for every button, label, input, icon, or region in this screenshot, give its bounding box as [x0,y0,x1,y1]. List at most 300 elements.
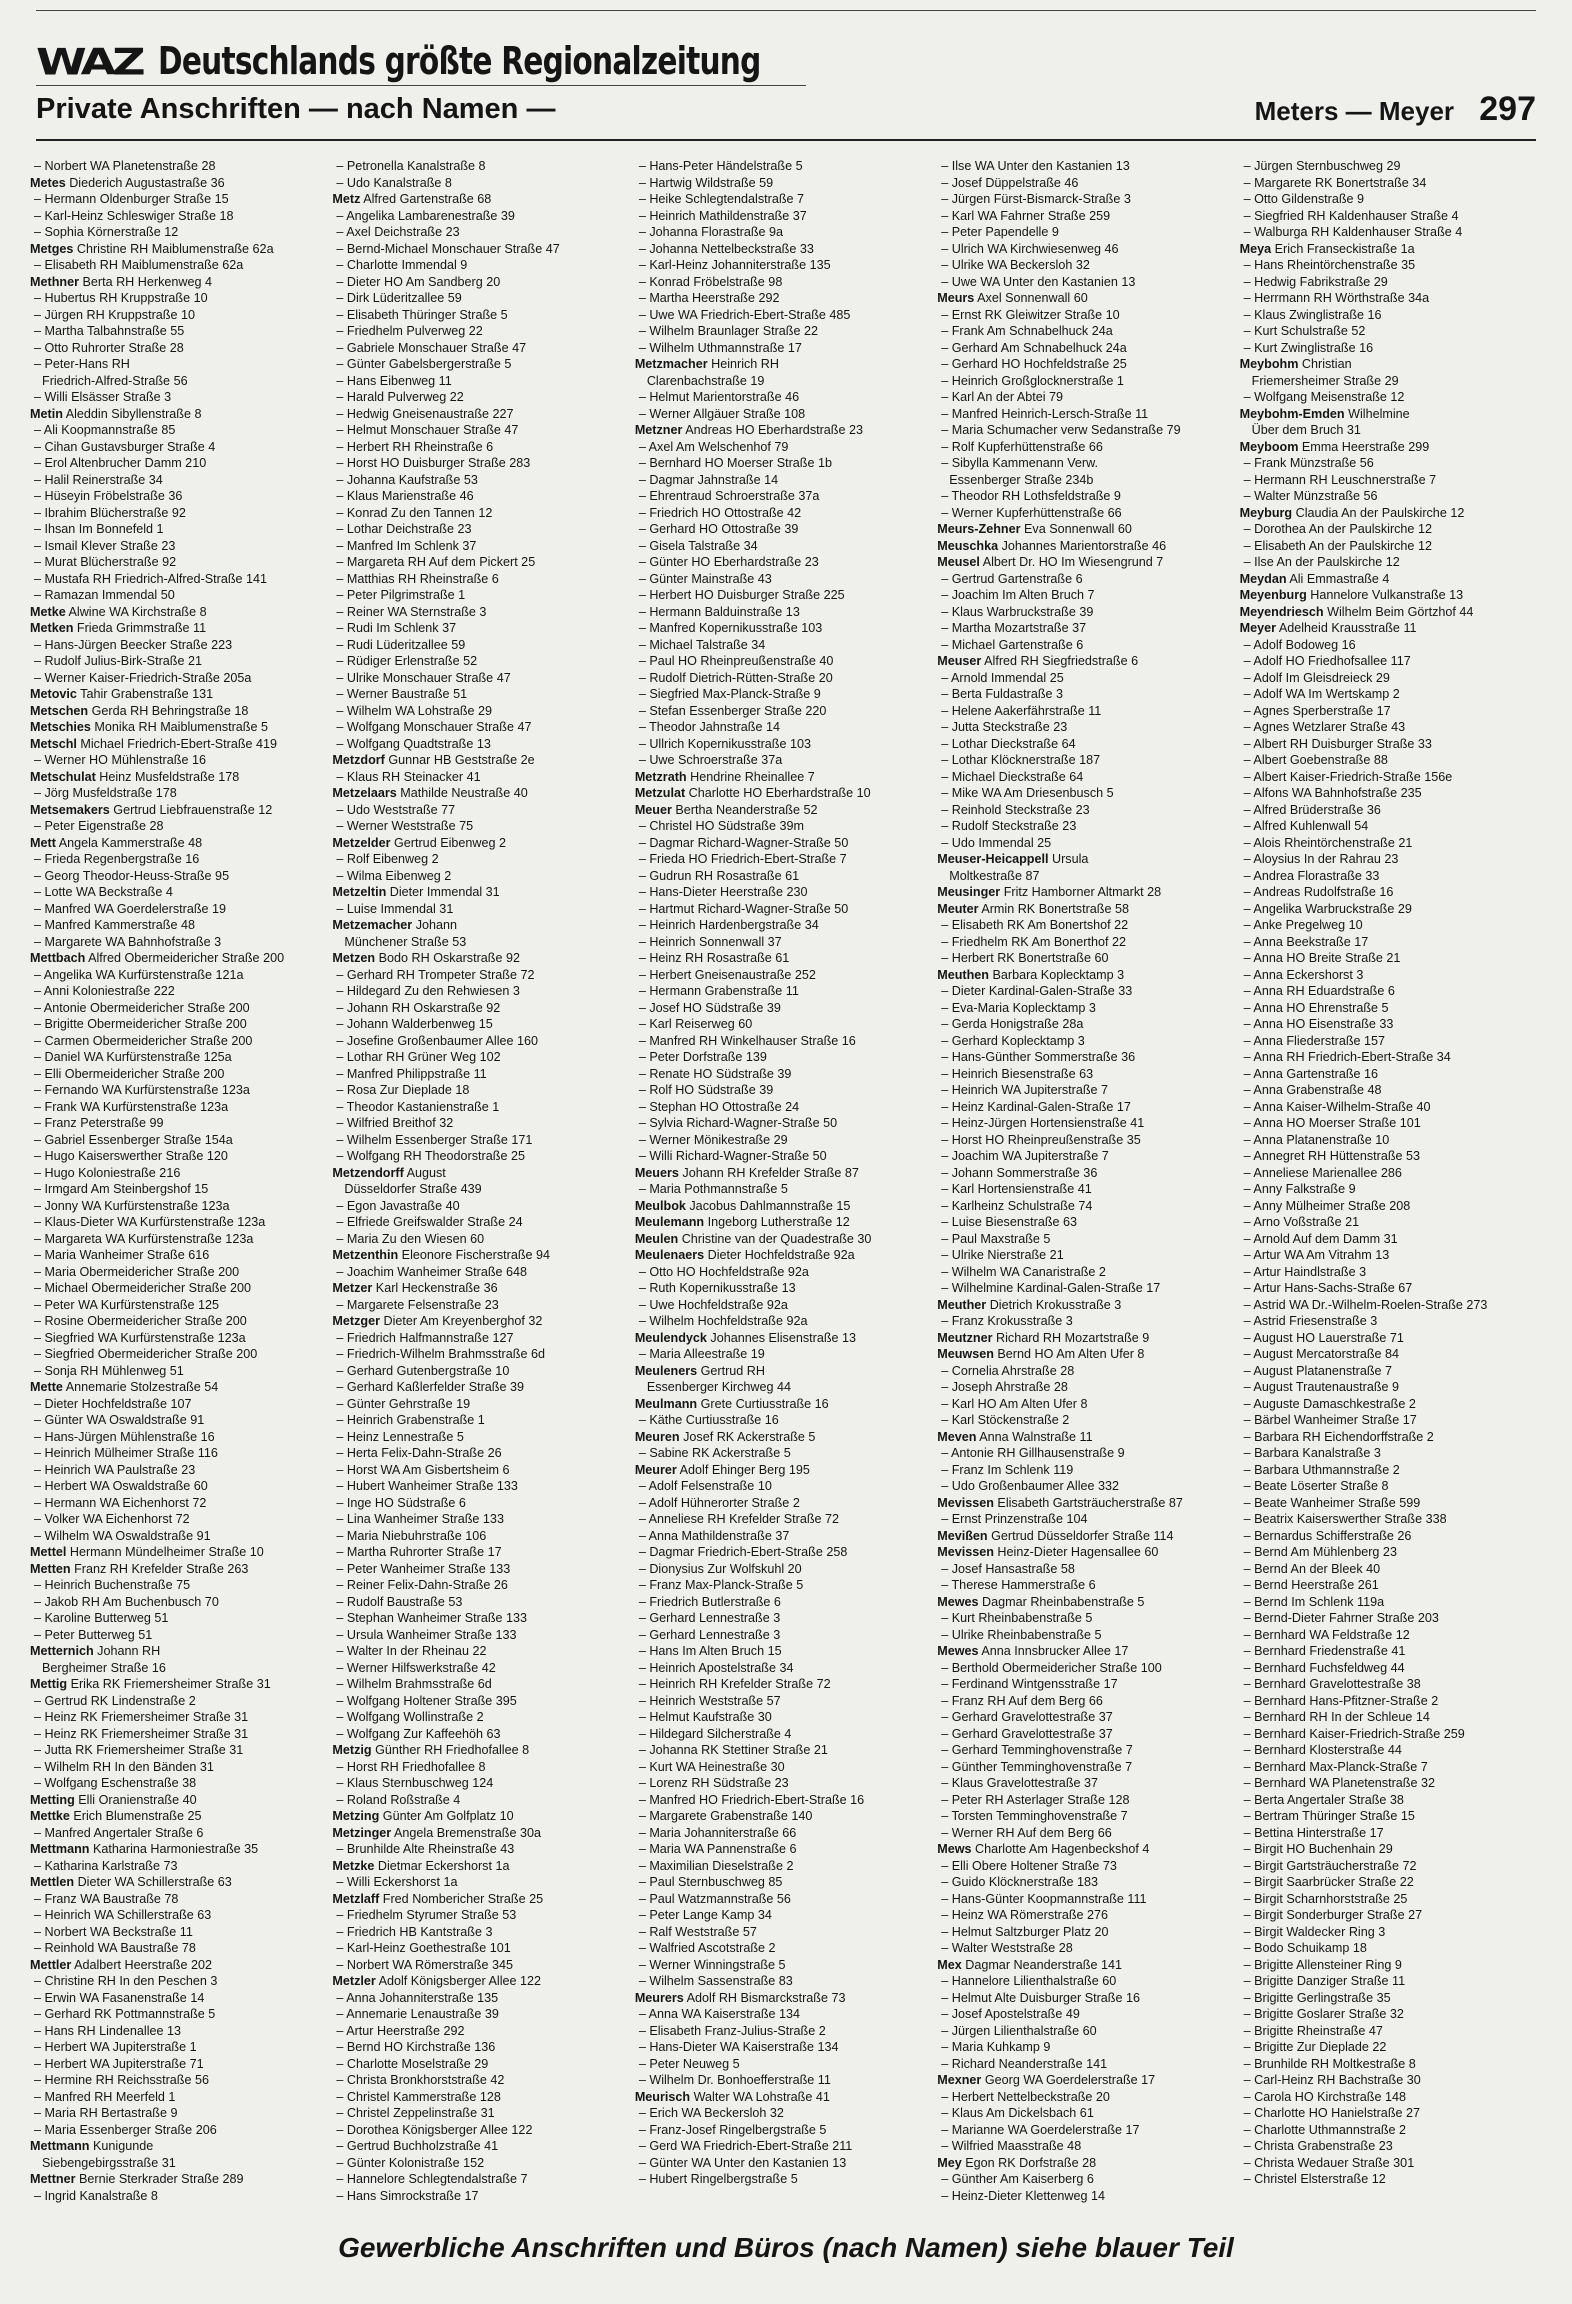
listing-entry: Bergheimer Straße 16 [42,1660,166,1675]
listing-entry: – Carl-Heinz RH Bachstraße 30 [1243,2073,1421,2087]
entry-detail: Bernd HO Am Alten Ufer 8 [993,1347,1145,1361]
listing-entry: – Rolf HO Südstraße 39 [638,1083,774,1097]
listing-entry: – Astrid WA Dr.-Wilhelm-Roelen-Straße 273 [1243,1297,1488,1312]
listing-entry [937,1594,1236,1611]
listing-entry: – Andrea Florastraße 33 [1243,868,1380,883]
listing-entry: – Dieter Hochfeldstraße 107 [34,1396,192,1411]
listing-entry [937,554,1236,571]
listing-entry: – Willi Richard-Wagner-Straße 50 [638,1149,827,1163]
listing-entry: – Brigitte Rheinstraße 47 [1243,2023,1383,2038]
listing-entry: – Norbert WA Planetenstraße 28 [34,159,216,173]
listing-entry: – Gertrud RK Lindenstraße 2 [34,1693,196,1708]
listing-entry: – Herbert RK Bonertstraße 60 [941,951,1109,965]
listing-entry [635,1396,934,1413]
entry-detail: Monika RH Maiblumenstraße 5 [90,720,268,734]
listing-entry [635,802,934,819]
listing-entry: – Agnes Wetzlarer Straße 43 [1243,720,1406,734]
listing-entry: – Franz Peterstraße 99 [34,1116,164,1130]
surname: Metten [30,1561,71,1576]
listing-entry: – Margareta WA Kurfürstenstraße 123a [34,1231,254,1246]
entry-detail: Johann RH Krefelder Straße 87 [678,1165,859,1180]
listing-entry: – Elli Obermeidericher Straße 200 [34,1066,225,1081]
listing-entry: – Jonny WA Kurfürstenstraße 123a [34,1198,230,1213]
listing-entry: – Birgit Sonderburger Straße 27 [1243,1908,1423,1922]
listing-entry: – Herbert Nettelbeckstraße 20 [941,2089,1110,2104]
listing-entry: – Manfred RH Winkelhauser Straße 16 [638,1033,856,1048]
listing-column [30,158,329,2206]
listing-entry: – Herbert RH Rheinstraße 6 [336,439,494,454]
listing-entry: Clarenbachstraße 19 [646,373,765,388]
listing-entry [30,2138,329,2155]
listing-entry: – Adolf Felsenstraße 10 [638,1479,772,1493]
listing-entry: – Klaus Sternbuschweg 124 [336,1776,494,1790]
listing-entry: Moltkestraße 87 [949,868,1040,883]
listing-entry: – Joachim Wanheimer Straße 648 [336,1264,528,1279]
listing-entry [635,1231,934,1248]
surname: Meydan [1239,571,1287,586]
listing-entry: – Udo Kanalstraße 8 [336,175,452,190]
listing-entry: – Ingrid Kanalstraße 8 [34,2188,158,2203]
listing-entry: – Hans Rheintörchenstraße 35 [1243,258,1416,272]
listing-entry: – Walter Weststraße 28 [941,1941,1073,1955]
listing-entry: – Christine RH In den Peschen 3 [34,1974,218,1988]
entry-detail: Angela Bremenstraße 30a [391,1825,542,1840]
listing-entry: – Hans-Günther Sommerstraße 36 [941,1050,1136,1064]
listing-entry: – Udo Weststraße 77 [336,802,456,817]
listing-entry: – Barbara Uthmannstraße 2 [1243,1462,1400,1477]
listing-entry: – Artur WA Am Vitrahm 13 [1243,1248,1390,1262]
listing-entry: – Erol Altenbrucher Damm 210 [34,456,207,470]
listing-entry: – Wilhelm Hochfeldstraße 92a [638,1314,808,1328]
surname: Meurs-Zehner [937,522,1021,536]
listing-entry: – Hermann Oldenburger Straße 15 [34,192,229,206]
surname: Metzendorff [332,1165,404,1180]
listing-entry: – Beatrix Kaiserswerther Straße 338 [1243,1512,1447,1526]
listing-entry: – Reinhold WA Baustraße 78 [34,1941,196,1955]
listing-entry: – Franz RH Auf dem Berg 66 [941,1693,1103,1708]
listing-entry: – Manfred Angertaler Straße 6 [34,1825,204,1840]
entry-detail: Erich Franseckistraße 1a [1271,241,1415,256]
listing-entry: – Wolfgang Wollinstraße 2 [336,1710,484,1724]
listing-entry: – Heinz WA Römerstraße 276 [941,1908,1109,1922]
listing-entry [1240,587,1539,604]
listing-entry: – Luise Biesenstraße 63 [941,1215,1078,1229]
listing-entry [635,1462,934,1479]
listing-entry: – Halil Reinerstraße 34 [34,472,163,487]
listing-entry: – Bernd An der Bleek 40 [1243,1561,1381,1576]
surname: Mevissen [937,1495,994,1510]
listing-entry: – Sibylla Kammenann Verw. [941,456,1099,470]
surname: Mevißen [937,1528,988,1543]
surname: Mettler [30,1957,72,1972]
surname: Meutzner [937,1330,993,1345]
listing-entry: – Albert RH Duisburger Straße 33 [1243,736,1432,751]
surname: Metschl [30,736,77,751]
listing-entry: – Gudrun RH Rosastraße 61 [638,868,800,883]
listing-entry: – Matthias RH Rheinstraße 6 [336,571,499,586]
listing-entry: – Alois Rheintörchenstraße 21 [1243,835,1413,850]
listing-entry: – Sabine RK Ackerstraße 5 [638,1446,791,1460]
entry-detail: Bodo RH Oskarstraße 92 [375,951,520,965]
surname: Metzinger [332,1825,392,1840]
listing-entry: – Kurt Schulstraße 52 [1243,324,1366,338]
listing-entry: – Brigitte Obermeidericher Straße 200 [34,1017,247,1031]
entry-detail: Alfred RH Siegfriedstraße 6 [981,654,1139,668]
listing-entry: – Hermann RH Leuschnerstraße 7 [1243,472,1437,487]
listing-entry: – Friedhelm Styrumer Straße 53 [336,1908,517,1922]
listing-entry: – Anna Beekstraße 17 [1243,934,1369,949]
section-title: Private Anschriften — nach Namen — [36,92,556,125]
listing-entry: – Manfred Kopernikusstraße 103 [638,621,823,635]
listing-entry: – Gertrud Buchholzstraße 41 [336,2139,499,2153]
listing-entry: – Karl HO Am Alten Ufer 8 [941,1396,1088,1411]
page-number: 297 [1479,89,1536,128]
listing-entry [635,1214,934,1231]
listing-entry: – Theodor Kastanienstraße 1 [336,1099,500,1114]
surname: Metternich [30,1644,94,1658]
listing-entry: – Alfred Kuhlenwall 54 [1243,819,1369,833]
listing-entry: – Jürgen Fürst-Bismarck-Straße 3 [941,192,1131,206]
listing-entry: – Agnes Sperberstraße 17 [1243,703,1391,718]
listing-entry: – Rosine Obermeidericher Straße 200 [34,1314,247,1328]
listing-entry: – Martha Talbahnstraße 55 [34,324,185,338]
listing-column [1240,158,1539,2206]
listing-entry: – August Mercatorstraße 84 [1243,1347,1400,1361]
listing-entry: – Maria Johanniterstraße 66 [638,1825,797,1840]
listing-entry: – Reiner WA Sternstraße 3 [336,604,487,619]
listing-entry: – Wilhelm RH In den Bänden 31 [34,1759,214,1774]
listing-entry [635,1429,934,1446]
listing-entry: – Johanna Florastraße 9a [638,225,784,239]
listing-entry: – Axel Am Welschenhof 79 [638,439,789,454]
listing-entry [30,620,329,637]
listing-entry: – Rudolf Dietrich-Rütten-Straße 20 [638,670,833,685]
listing-entry: – Margarete Grabenstraße 140 [638,1809,813,1823]
entry-detail: Christine RH Maiblumenstraße 62a [73,241,274,256]
top-rule [36,10,1536,11]
listing-entry: – Manfred Kammerstraße 48 [34,918,195,932]
listing-entry: – Cihan Gustavsburger Straße 4 [34,439,216,454]
listing-entry: – Angelika Warbruckstraße 29 [1243,901,1412,916]
surname: Metting [30,1792,75,1807]
listing-entry: – Paul Watzmannstraße 56 [638,1891,791,1906]
listing-entry [30,719,329,736]
listing-entry: – Günter Mainstraße 43 [638,571,772,586]
listing-entry: – Bernd Am Mühlenberg 23 [1243,1545,1397,1559]
listing-entry [30,1874,329,1891]
listing-entry: – Anny Falkstraße 9 [1243,1182,1356,1196]
listing-entry: – Maria Essenberger Straße 206 [34,2122,217,2137]
listing-entry: – Hans-Peter Händelstraße 5 [638,159,803,173]
listing-entry: – Wolfgang Quadtstraße 13 [336,736,491,751]
entry-detail: Aleddin Sibyllenstraße 8 [62,406,202,421]
entry-detail: Berta RH Herkenweg 4 [78,274,212,289]
listing-entry: – Barbara RH Eichendorffstraße 2 [1243,1429,1434,1444]
listing-entry [30,950,329,967]
listing-entry: – Herrmann RH Wörthstraße 34a [1243,291,1430,305]
listing-entry: – Heinz RH Rosastraße 61 [638,951,790,965]
listing-entry: – Wilhelm Dr. Bonhoefferstraße 11 [638,2073,831,2087]
listing-entry: – Inge HO Südstraße 6 [336,1495,466,1510]
entry-detail: Dietrich Krokusstraße 3 [986,1297,1122,1312]
listing-entry: – Berta Fuldastraße 3 [941,687,1064,701]
listing-entry: – Bernd Im Schlenk 119a [1243,1594,1385,1609]
listing-entry: – Jürgen Sternbuschweg 29 [1243,159,1401,173]
listing-entry: – Arnold Auf dem Damm 31 [1243,1231,1398,1246]
listing-entry: – Helmut Alte Duisburger Straße 16 [941,1990,1141,2005]
listing-entry: – Karoline Butterweg 51 [34,1611,169,1625]
entry-detail: Karl Heckenstraße 36 [372,1281,498,1295]
listing-entry: – Horst RH Friedhofallee 8 [336,1759,486,1774]
listing-entry: – Lina Wanheimer Straße 133 [336,1512,504,1526]
surname: Meyboom [1239,439,1299,454]
listing-entry: – Reinhold Steckstraße 23 [941,802,1090,817]
surname: Metzelder [332,835,391,850]
listing-entry: – Helmut Kaufstraße 30 [638,1710,772,1724]
listing-entry: – Brunhilde Alte Rheinstraße 43 [336,1842,515,1856]
listing-entry: – Heinrich Mathildenstraße 37 [638,208,807,223]
listing-entry: – Udo Großenbaumer Allee 332 [941,1479,1120,1493]
listing-entry: – Jutta RK Friemersheimer Straße 31 [34,1743,244,1757]
surname: Mettmann [30,1842,90,1856]
listing-entry: – Bernhard Fuchsfeldweg 44 [1243,1660,1405,1675]
entry-detail: Franz RH Krefelder Straße 263 [70,1561,249,1576]
entry-detail: Christian [1298,357,1352,371]
listing-entry: – Heinz Kardinal-Galen-Straße 17 [941,1099,1131,1114]
entry-detail: Dagmar Rheinbabenstraße 5 [978,1594,1145,1609]
entry-detail: Dieter Am Kreyenberghof 32 [380,1314,543,1328]
listing-entry [30,703,329,720]
entry-detail: Dietmar Eckershorst 1a [374,1858,510,1873]
surname: Metzenthin [332,1248,399,1262]
listing-entry: – Siegfried Max-Planck-Straße 9 [638,687,821,701]
surname: Metzdorf [332,753,385,767]
listing-entry [937,1643,1236,1660]
listing-entry: – Walter Münzstraße 56 [1243,489,1378,503]
listing-entry: – Ulrike Rheinbabenstraße 5 [941,1627,1102,1642]
listing-entry [635,785,934,802]
entry-detail: Hannelore Vulkanstraße 13 [1306,588,1464,602]
entry-detail: Dagmar Neanderstraße 141 [961,1957,1123,1972]
listing-entry: – Maria Obermeidericher Straße 200 [34,1264,240,1279]
listing-entry: – Johanna RK Stettiner Straße 21 [638,1743,828,1757]
listing-entry: – Peter Eigenstraße 28 [34,819,164,833]
listing-entry: – Joachim WA Jupiterstraße 7 [941,1149,1109,1163]
surname: Metz [332,192,361,206]
listing-entry: – Käthe Curtiusstraße 16 [638,1413,779,1427]
listing-entry: – Martha Mozartstraße 37 [941,621,1087,635]
listing-column [332,158,631,2206]
listing-entry: – Hans Im Alten Bruch 15 [638,1644,782,1658]
entry-detail: Heinz-Dieter Hagensallee 60 [993,1545,1159,1559]
listing-entry: – Günter WA Oswaldstraße 91 [34,1413,205,1427]
listing-entry: – Wolfgang Meisenstraße 12 [1243,390,1405,404]
listing-entry: – Dieter Kardinal-Galen-Straße 33 [941,984,1133,998]
listing-entry: – Hildegard Zu den Rehwiesen 3 [336,984,520,998]
listing-entry: – Gerhard Temminghovenstraße 7 [941,1743,1133,1757]
listing-entry: – Kurt Zwinglistraße 16 [1243,340,1374,355]
listing-entry: – Hans-Jürgen Beecker Straße 223 [34,637,233,652]
entry-detail: Claudia An der Paulskirche 12 [1292,505,1465,520]
listing-entry: – Anna Gartenstraße 16 [1243,1066,1379,1081]
listing-entry: – Reiner Felix-Dahn-Straße 26 [336,1578,508,1592]
surname: Mettmann [30,2139,90,2153]
listing-entry: – Bärbel Wanheimer Straße 17 [1243,1413,1417,1427]
entry-detail: Adolf Königsberger Allee 122 [375,1974,542,1988]
entry-detail: Armin RK Bonertstraße 58 [978,901,1130,916]
listing-entry: – Wilhelm WA Lohstraße 29 [336,703,493,718]
listing-entry: – Heinz-Dieter Klettenweg 14 [941,2188,1106,2203]
listing-entry: – Berta Angertaler Straße 38 [1243,1792,1404,1807]
listing-entry: – Friedhelm RK Am Bonerthof 22 [941,934,1127,949]
listing-entry: – Karl WA Fahrner Straße 259 [941,208,1111,223]
entry-detail: Adalbert Heerstraße 202 [71,1957,213,1972]
listing-entry: – Hermann Grabenstraße 11 [638,984,799,998]
listing-entry: – Margarete Felsenstraße 23 [336,1297,499,1312]
listing-entry [1240,406,1539,423]
listing-entry: – Hermann WA Eichenhorst 72 [34,1495,207,1510]
listing-entry: – Birgit Gartsträucherstraße 72 [1243,1858,1417,1873]
listing-entry: – Charlotte HO Hanielstraße 27 [1243,2106,1421,2120]
listing-entry: – Anna RH Friedrich-Ebert-Straße 34 [1243,1050,1451,1064]
listing-entry: – Werner Allgäuer Straße 108 [638,406,806,421]
listing-entry: – Konrad Zu den Tannen 12 [336,505,493,520]
listing-entry: – Klaus Am Dickelsbach 61 [941,2106,1094,2120]
listing-entry [635,1198,934,1215]
surname: Mettner [30,2172,76,2186]
listing-entry [332,191,631,208]
listing-entry: Essenberger Straße 234b [949,472,1094,487]
listing-entry: – Gerhard HO Ottostraße 39 [638,522,799,536]
listing-entry: – Heinz RK Friemersheimer Straße 31 [34,1726,249,1741]
listing-entry: – Stephan HO Ottostraße 24 [638,1099,800,1114]
listing-entry: – Hubert Ringelbergstraße 5 [638,2172,798,2186]
listing-entry: – Heinrich WA Jupiterstraße 7 [941,1083,1109,1097]
listing-entry: – Berthold Obermeidericher Straße 100 [941,1660,1162,1675]
listing-entry: – August HO Lauerstraße 71 [1243,1330,1404,1345]
listing-entry [332,752,631,769]
listing-entry: – Anna HO Moerser Straße 101 [1243,1116,1421,1130]
listing-entry [1240,604,1539,621]
listing-entry: – Andreas Rudolfstraße 16 [1243,885,1394,899]
listing-entry: – Richard Neanderstraße 141 [941,2056,1108,2071]
listing-entry: – Hildegard Silcherstraße 4 [638,1726,792,1741]
listing-entry: – Johann Walderbenweg 15 [336,1017,493,1031]
entry-detail: Albert Dr. HO Im Wiesengrund 7 [979,555,1164,569]
entry-detail: Gerda RH Behringstraße 18 [88,703,249,718]
listing-entry: – Bernhard Friedenstraße 41 [1243,1644,1406,1658]
listing-entry: – Heinrich WA Schillerstraße 63 [34,1908,212,1922]
listing-entry: – Peter Neuweg 5 [638,2056,740,2071]
listing-entry: – Anna Mathildenstraße 37 [638,1528,790,1543]
listing-entry: – Uwe WA Unter den Kastanien 13 [941,274,1136,289]
surname: Metzlaff [332,1891,380,1906]
listing-entry: – Bettina Hinterstraße 17 [1243,1825,1384,1840]
listing-entry: – Gertrud Gartenstraße 6 [941,571,1083,586]
masthead-rule [36,85,806,86]
listing-entry [30,1792,329,1809]
surname: Methner [30,274,79,289]
listing-entry: – Karl Reiserweg 60 [638,1017,753,1031]
listing-entry: – Anneliese RH Krefelder Straße 72 [638,1512,840,1526]
listing-entry: – Johanna Kaufstraße 53 [336,472,478,487]
listing-entry: – Auguste Damaschkestraße 2 [1243,1396,1416,1411]
listing-entry: – Maximilian Dieselstraße 2 [638,1858,794,1873]
listing-entry: – Helene Aakerfährstraße 11 [941,703,1102,718]
listing-entry: – Franz-Josef Ringelbergstraße 5 [638,2122,827,2137]
surname: Meyendriesch [1239,604,1324,619]
surname: Mews [937,1842,972,1856]
listing-entry: – Sylvia Richard-Wagner-Straße 50 [638,1116,838,1130]
listing-entry: – Charlotte Immendal 9 [336,258,468,272]
listing-entry: – Ilse An der Paulskirche 12 [1243,555,1400,569]
listing-entry: – Klaus Gravelottestraße 37 [941,1776,1099,1790]
listing-entry: – Werner Mönikestraße 29 [638,1132,788,1147]
listing-entry: – Heinrich Weststraße 57 [638,1693,781,1708]
listing-entry: – Norbert WA Römerstraße 345 [336,1957,514,1972]
listing-entry: – Gerhard Gutenbergstraße 10 [336,1363,510,1378]
listing-entry: – Heinrich Biesenstraße 63 [941,1066,1094,1081]
listing-entry: – Bernd-Michael Monschauer Straße 47 [336,241,560,256]
listing-entry: – Hans Simrockstraße 17 [336,2188,479,2203]
entry-detail: Mathilde Neustraße 40 [396,786,528,800]
entry-detail: Gertrud Eibenweg 2 [390,835,507,850]
listing-entry: – Stephan Wanheimer Straße 133 [336,1611,528,1625]
surname: Meuser [937,654,982,668]
listing-entry: – Johann Sommerstraße 36 [941,1165,1098,1180]
listing-entry: – Hubert Wanheimer Straße 133 [336,1479,518,1493]
surname: Metke [30,604,66,619]
listing-entry: – Maria Wanheimer Straße 616 [34,1248,210,1262]
listing-entry: – Antonie Obermeidericher Straße 200 [34,1000,250,1015]
listing-entry: – Heinrich RH Krefelder Straße 72 [638,1677,831,1691]
listing-entry [937,2072,1236,2089]
listing-entry: – Werner HO Mühlenstraße 16 [34,753,206,767]
surname: Metschen [30,703,89,718]
entry-detail: Egon RK Dorfstraße 28 [961,2155,1097,2170]
listing-entry: – Franz Max-Planck-Straße 5 [638,1578,804,1592]
listing-entry [937,290,1236,307]
listing-entry [937,1544,1236,1561]
listing-entry: – Uwe Hochfeldstraße 92a [638,1297,788,1312]
listing-entry [30,1643,329,1660]
entry-detail: Charlotte Am Hagenbeckshof 4 [971,1842,1150,1856]
listing-entry: – Katharina Karlstraße 73 [34,1858,178,1873]
entry-detail: Fritz Hamborner Altmarkt 28 [1000,885,1162,899]
listing-entry: – Adolf Bodoweg 16 [1243,637,1356,652]
entry-detail: Johann [412,918,458,932]
entry-detail: Ali Emmastraße 4 [1286,571,1390,586]
listing-entry [937,1495,1236,1512]
listing-entry: – Elfriede Greifswalder Straße 24 [336,1215,523,1229]
surname: Meyburg [1239,505,1293,520]
entry-detail: Ingeborg Lutherstraße 12 [704,1215,850,1229]
listing-entry: – Hannelore Lilienthalstraße 60 [941,1974,1117,1988]
listing-entry: – Hans RH Lindenallee 13 [34,2023,182,2038]
entry-detail: Ursula [1048,852,1089,866]
listing-entry: – Christel Kammerstraße 128 [336,2089,501,2104]
listing-entry: – Maria Kuhkamp 9 [941,2040,1051,2054]
listing-entry: – Hedwig Fabrikstraße 29 [1243,274,1388,289]
listing-entry: – Elisabeth Thüringer Straße 5 [336,307,508,322]
listing-entry: – Wilhelm WA Canaristraße 2 [941,1264,1106,1279]
masthead [36,22,930,84]
listing-entry: – Volker WA Eichenhorst 72 [34,1512,190,1526]
surname: Meyenburg [1239,588,1307,602]
listing-entry: – Sonja RH Mühlenweg 51 [34,1363,184,1378]
entry-detail: Elli Oranienstraße 40 [74,1792,197,1807]
listing-entry [30,1676,329,1693]
